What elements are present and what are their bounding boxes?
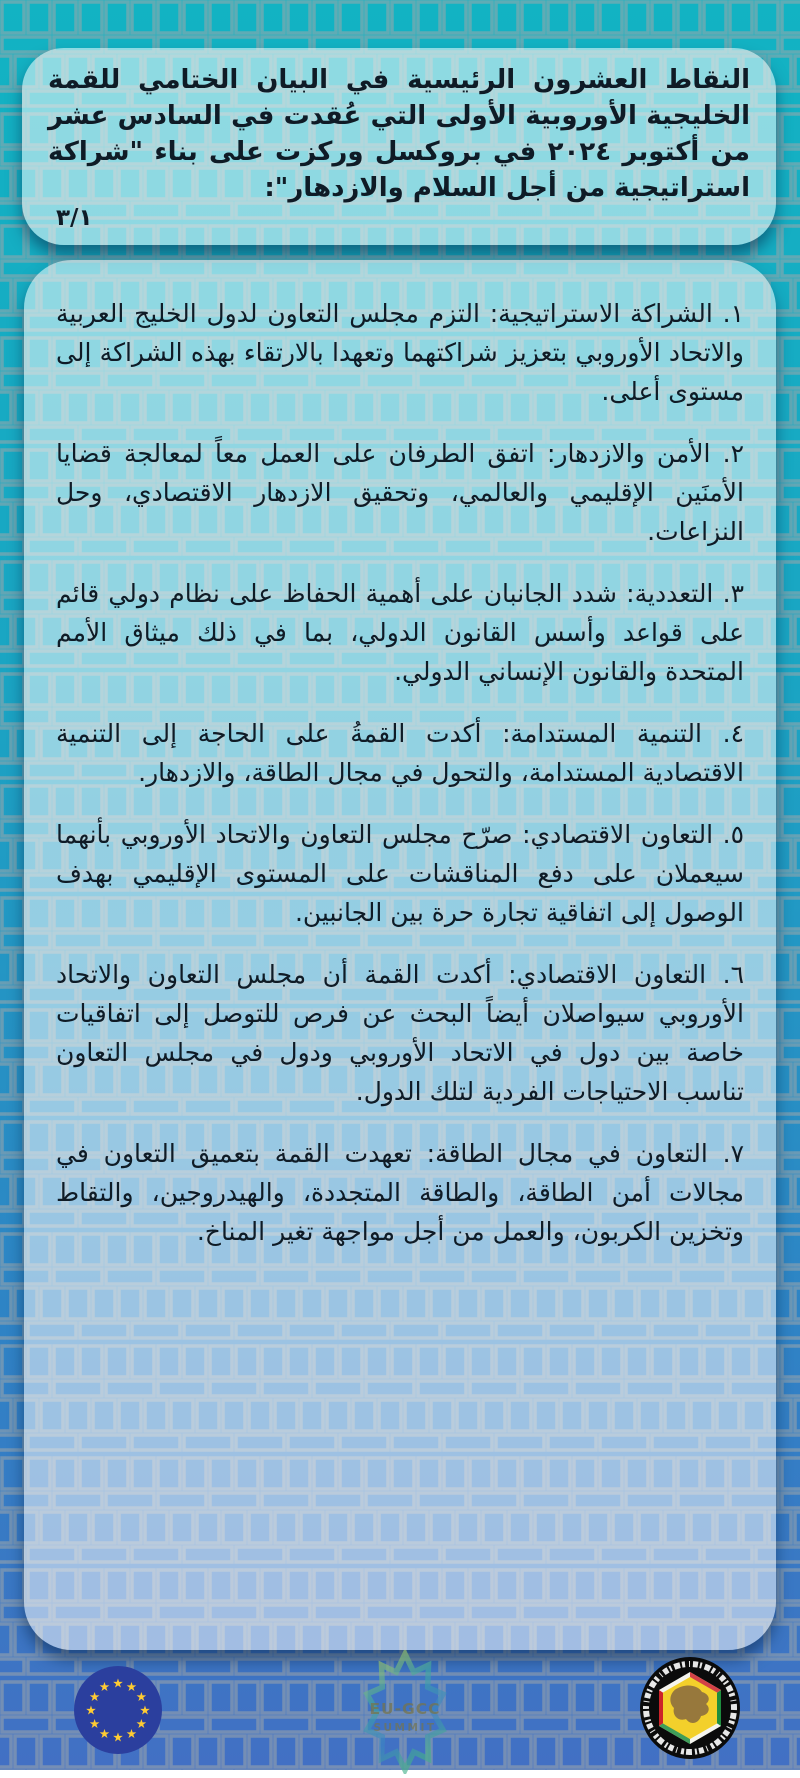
svg-text:★: ★ (88, 1689, 101, 1704)
page-title: النقاط العشرون الرئيسية في البيان الختامي للقمة الخليجية الأوروبية الأولى التي عُقدت في السادس عشر من أكتوبر ٢٠٢٤ في بروكسل وركزت على بناء "شراكة استراتيجية من أجل السلام والازدهار": (48, 65, 750, 203)
svg-text:★: ★ (125, 1679, 138, 1695)
svg-text:★: ★ (88, 1716, 101, 1731)
svg-text:★: ★ (139, 1702, 151, 1718)
summit-point-3: ٣. التعددية: شدد الجانبان على أهمية الحفاظ على نظام دولي قائم على قواعد وأسس القانون الدولي، بما في ذلك ميثاق الأمم المتحدة والقانون الإنساني الدولي. (56, 579, 744, 686)
summit-point-1: ١. الشراكة الاستراتيجية: التزم مجلس التعاون لدول الخليج العربية والاتحاد الأوروبي بتعزيز شراكتهما وتعهدا بالارتقاء بهذه الشراكة إلى مستوى أعلى. (56, 299, 744, 406)
svg-text:★: ★ (112, 1675, 124, 1691)
gcc-emblem-icon (638, 1656, 742, 1764)
svg-text:★: ★ (98, 1725, 111, 1741)
summit-point-4: ٤. التنمية المستدامة: أكدت القمةُ على الحاجة إلى التنمية الاقتصادية المستدامة، والتحول في مجال الطاقة، والازدهار. (56, 719, 744, 787)
eu-gcc-summit-logo (360, 1650, 450, 1778)
summit-point-2: ٢. الأمن والازدهار: اتفق الطرفان على العمل معاً لمعالجة قضايا الأمنَين الإقليمي والعالمي، وتحقيق الازدهار الاقتصادي، وحل النزاعات. (56, 439, 744, 546)
svg-text:★: ★ (85, 1702, 97, 1718)
svg-text:★: ★ (135, 1716, 148, 1731)
summit-point-7: ٧. التعاون في مجال الطاقة: تعهدت القمة بتعميق التعاون في مجالات أمن الطاقة، والطاقة المتجددة، والهيدروجين، والتقاط وتخزين الكربون، والعمل من أجل مواجهة تغير المناخ. (56, 1139, 744, 1246)
svg-text:★: ★ (98, 1679, 111, 1695)
eu-flag-icon (74, 1666, 162, 1758)
page-indicator: ٣/١ (56, 205, 93, 231)
svg-text:★: ★ (125, 1725, 138, 1741)
summit-point-5: ٥. التعاون الاقتصادي: صرّح مجلس التعاون والاتحاد الأوروبي بأنهما سيعملان على دفع المناقشات على المستوى الإقليمي بهدف الوصول إلى اتفاقية تجارة حرة بين الجانبين. (56, 820, 744, 927)
summit-logo-line1: EU-GCC (369, 1700, 441, 1718)
title-card (22, 48, 776, 245)
summit-points-card (24, 260, 776, 1650)
summit-point-6: ٦. التعاون الاقتصادي: أكدت القمة أن مجلس التعاون والاتحاد الأوروبي سيواصلان أيضاً البحث عن فرص للتوصل إلى اتفاقيات خاصة بين دول في الاتحاد الأوروبي ودول في مجلس التعاون تناسب الاحتياجات الفردية لتلك الدول. (56, 960, 744, 1106)
svg-text:★: ★ (112, 1729, 124, 1745)
summit-logo-line2: SUMMIT (373, 1722, 437, 1734)
svg-text:★: ★ (135, 1689, 148, 1704)
